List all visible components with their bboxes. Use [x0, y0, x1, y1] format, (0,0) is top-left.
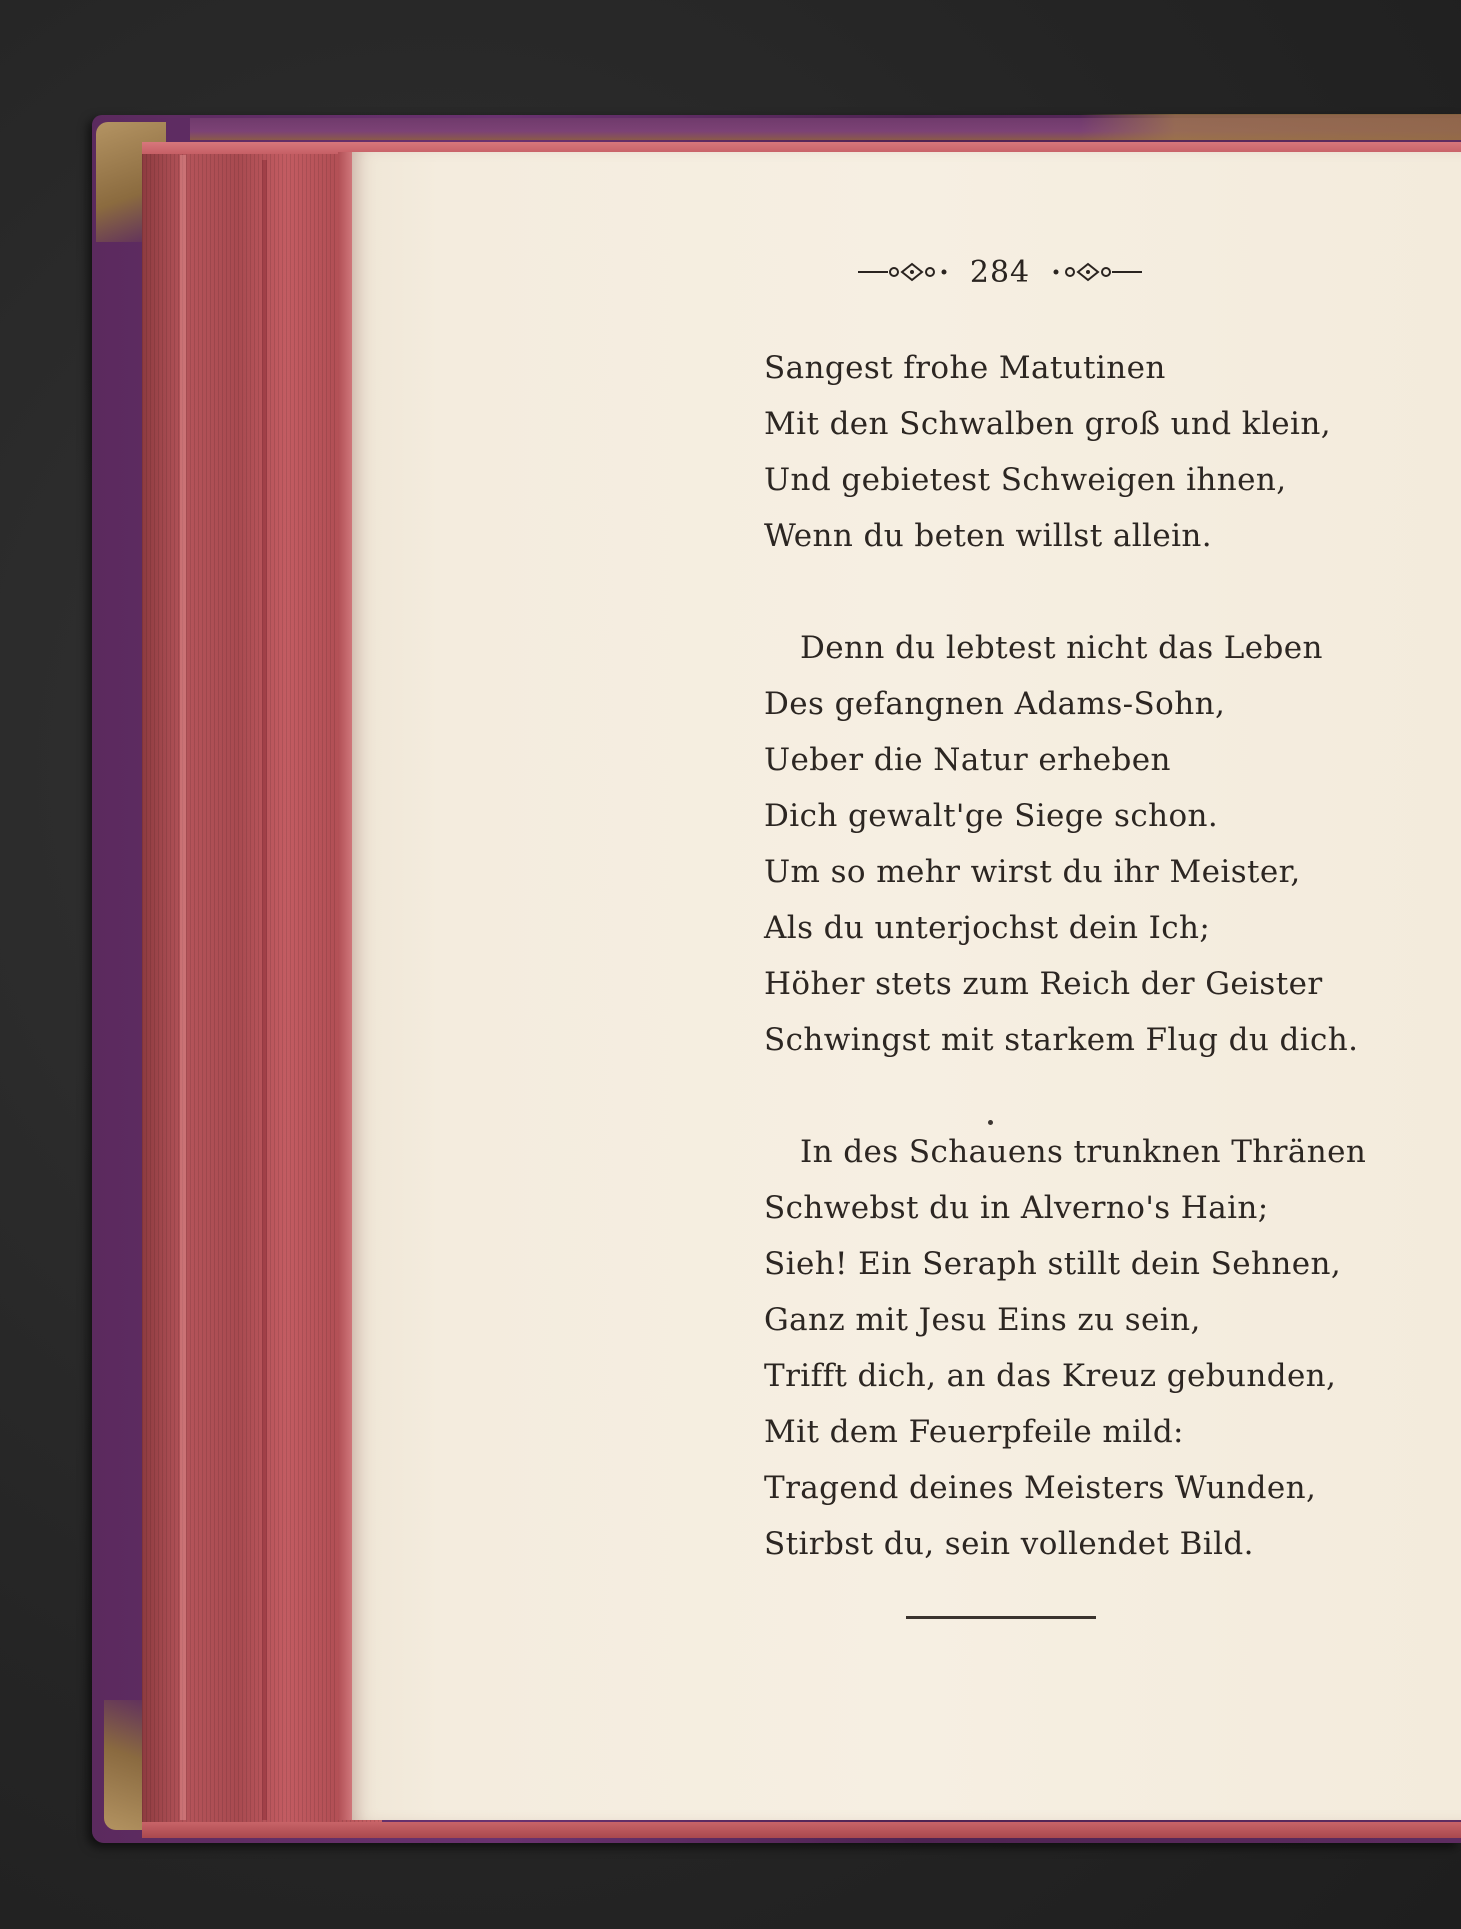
poem-line: Mit dem Feuerpfeile mild: — [764, 1414, 1184, 1450]
poem-line: Wenn du beten willst allein. — [764, 518, 1213, 554]
poem-line: Schwingst mit starkem Flug du dich. — [764, 1022, 1359, 1058]
page-header — [820, 250, 1180, 294]
poem-line: Trifft dich, an das Kreuz gebunden, — [764, 1358, 1337, 1394]
poem-line: Dich gewalt'ge Siege schon. — [764, 798, 1219, 834]
poem-line: Stirbst du, sein vollendet Bild. — [764, 1526, 1254, 1562]
poem-line: Sieh! Ein Seraph stillt dein Sehnen, — [764, 1246, 1342, 1282]
page-edge-shadow — [262, 160, 267, 1820]
stanza-spacer — [764, 1068, 1324, 1124]
ink-speck — [988, 1120, 993, 1125]
poem-line: In des Schauens trunknen Thränen — [800, 1134, 1367, 1170]
poem-line: Als du unterjochst dein Ich; — [764, 910, 1211, 946]
ornament-right-icon — [1046, 261, 1142, 283]
poem-text — [764, 340, 1367, 1572]
end-rule — [906, 1616, 1096, 1619]
page-edge-highlight — [180, 155, 186, 1820]
page-number: 284 — [969, 254, 1031, 290]
poem-line: Ueber die Natur erheben — [764, 742, 1171, 778]
stanza-1 — [764, 340, 1331, 564]
poem-line: Und gebietest Schweigen ihnen, — [764, 462, 1287, 498]
stanza-spacer — [764, 564, 1324, 620]
stanza-3 — [764, 1124, 1367, 1572]
poem-line: Schwebst du in Alverno's Hain; — [764, 1190, 1269, 1226]
poem-line: Tragend deines Meisters Wunden, — [764, 1470, 1317, 1506]
poem-line: Mit den Schwalben groß und klein, — [764, 406, 1331, 442]
stanza-2 — [764, 620, 1359, 1068]
page-edge-bottom — [142, 1822, 1461, 1838]
ornament-left-icon — [858, 261, 954, 283]
poem-line: Des gefangnen Adams-Sohn, — [764, 686, 1226, 722]
poem-line: Höher stets zum Reich der Geister — [764, 966, 1323, 1002]
poem-line: Sangest frohe Matutinen — [764, 350, 1166, 386]
poem-line: Denn du lebtest nicht das Leben — [800, 630, 1323, 666]
poem-line: Ganz mit Jesu Eins zu sein, — [764, 1302, 1201, 1338]
poem-line: Um so mehr wirst du ihr Meister, — [764, 854, 1301, 890]
cover-worn-edge — [1080, 114, 1461, 140]
